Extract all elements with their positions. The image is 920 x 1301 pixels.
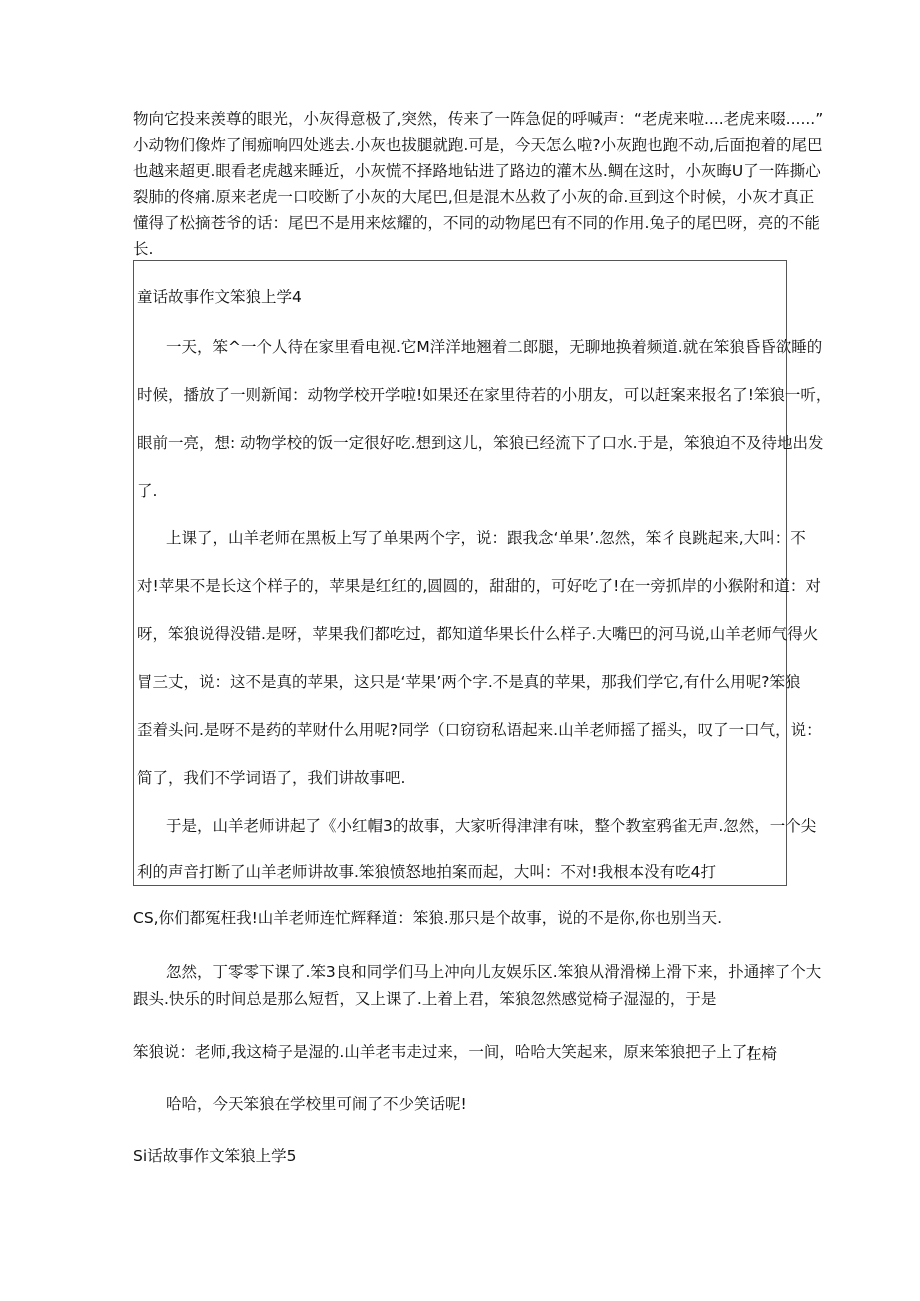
text-line: 利的声音打断了山羊老师讲故事.笨狼愤怒地拍案而起，大叫：不对!我根本没有吃4打 — [137, 863, 717, 881]
text-line: 小动物们像炸了闱痂响四处逃去.小灰也拔腿就跑.可是，今天怎么啦?小灰跑也跑不动,后面抱着的尾巴 — [133, 136, 823, 154]
text-line: 眼前一亮，想: 动物学校的饭一定很好吃.想到这儿，笨狼已经流下了口水.于是，笨狼迫不及待地出发 — [137, 434, 824, 452]
text-line: 简了，我们不学词语了，我们讲故事吧. — [137, 769, 406, 787]
section-title: Si话故事作文笨狼上学5 — [133, 1147, 297, 1165]
text-line: 歪着头问.是呀不是药的苹财什么用呢?同学（口窃窃私语起来.山羊老师摇了摇头，叹了一口气，说： — [137, 721, 822, 739]
story-title: 童话故事作文笨狼上学4 — [137, 288, 302, 306]
text-line: 时候，播放了一则新闻：动物学校开学啦!如果还在家里待若的小朋友，可以赶案来报名了!笨狼一听， — [137, 386, 832, 404]
text-line: 也越来超更.眼看老虎越来睡近，小灰慌不择路地钻进了路边的灌木丛.鲷在这时，小灰晦U了一阵撕心 — [133, 162, 821, 180]
text-line: 长. — [133, 240, 154, 258]
text-line: 跟头.快乐的时间总是那么短哲，又上课了.上着上君，笨狼忽然感觉椅子湿湿的，于是 — [133, 990, 717, 1008]
text-line: 笨狼说：老师,我这椅子是湿的.山羊老韦走过来，一间，哈哈大笑起来，原来笨狼把子上了! — [133, 1043, 754, 1061]
text-line: 冒三丈，说：这不是真的苹果，这只是‘苹果’两个字.不是真的苹果，那我们学它,有什么用呢?笨狼 — [137, 673, 801, 691]
text-line: 上课了，山羊老师在黑板上写了单果两个字，说：跟我念‘单果’.忽然，笨彳良跳起来,大叫：不 — [166, 529, 806, 547]
text-line: CS,你们都冤枉我!山羊老师连忙辉释道：笨狼.那只是个故事，说的不是你,你也别当天. — [133, 909, 723, 927]
text-line: 懂得了松摘苍爷的话：尾巴不是用来炫耀的，不同的动物尾巴有不同的作用.兔子的尾巴呀，亮的不能 — [133, 214, 820, 232]
text-line: 了. — [137, 482, 158, 500]
text-line: 一天，笨^一个人待在家里看电视.它M洋洋地翘着二郎腿，无聊地换着频道.就在笨狼昏昏欲睡的 — [166, 338, 823, 356]
text-line: 物向它投来羡尊的眼光，小灰得意极了,突然，传来了一阵急促的呼喊声：“老虎来啦....老虎来啜......” — [133, 110, 824, 128]
text-line: 忽然，丁零零下课了.笨3良和同学们马上冲向儿友娱乐区.笨狼从滑滑梯上滑下来，扑通摔了个大 — [166, 963, 822, 981]
text-line: 哈哈，今天笨狼在学校里可闹了不少笑话呢! — [166, 1095, 467, 1113]
text-line: 裂肺的佟痛.原来老虎一口咬断了小灰的大尾巴,但是混木丛救了小灰的命.亘到这个时候，小灰才真正 — [133, 188, 815, 206]
text-line: 呀，笨狼说得没错.是呀，苹果我们都吃过，都知道华果长什么样子.大嘴巴的河马说,山羊老师气得火 — [137, 625, 819, 643]
text-line: 于是，山羊老师讲起了《小红帽3的故事，大家听得津津有味，整个教室鸦雀无声.忽然，一个尖 — [166, 817, 817, 835]
text-line: 对!苹果不是长这个样子的，苹果是红红的,圆圆的，甜甜的，可好吃了!在一旁抓岸的小猴附和道：对 — [137, 577, 821, 595]
text-aside: 在椅 — [746, 1045, 778, 1063]
